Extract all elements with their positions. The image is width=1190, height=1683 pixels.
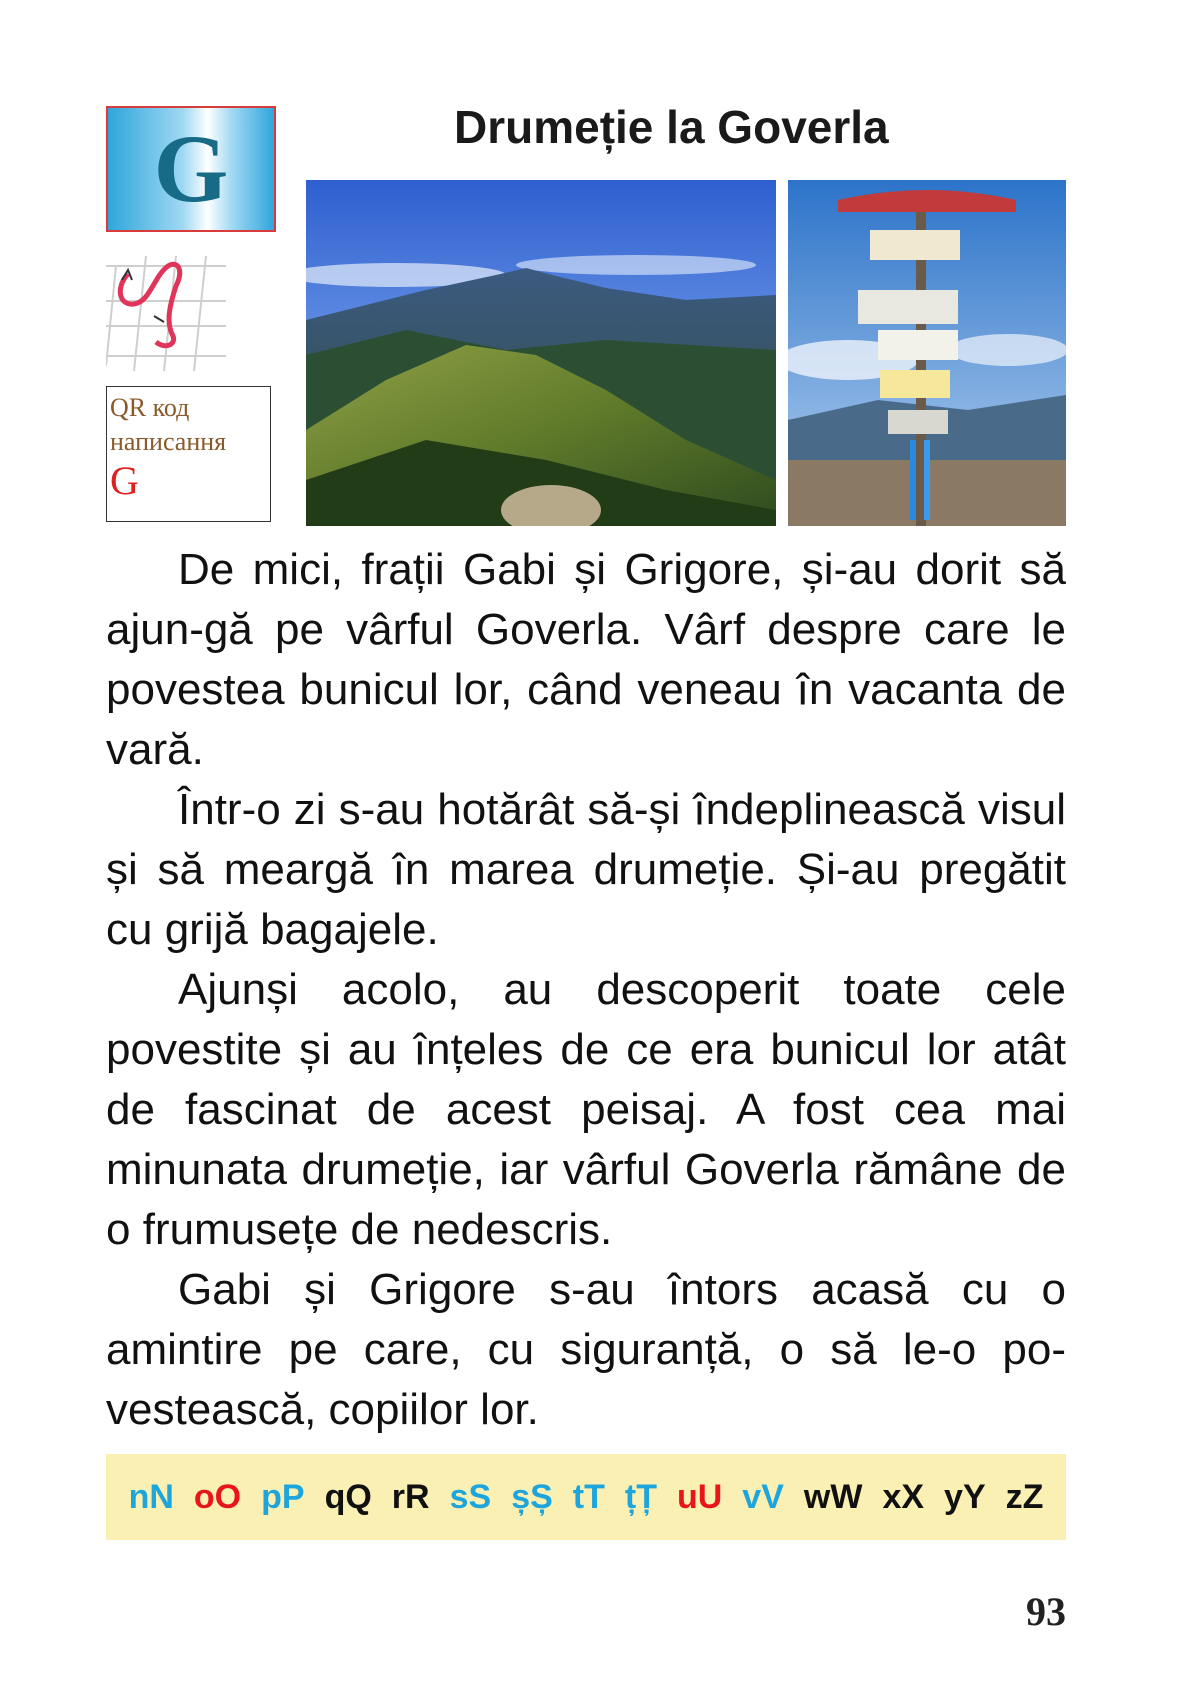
alphabet-pair: vV	[742, 1477, 784, 1516]
alphabet-strip	[106, 1454, 1066, 1540]
paragraph-3: Ajunși acolo, au descoperit toate cele povestite și au înțeles de ce era bunicul lor atât de fascinat de acest peisaj. A fost cea mai minunata drumeție, iar vârful Goverla rămâne de o frumusețe de nedescris.	[106, 965, 1066, 1254]
cursive-letter-guide	[106, 246, 226, 376]
alphabet-pair: nN	[128, 1477, 174, 1516]
qr-label-line2: написання	[110, 427, 227, 456]
page-number: 93	[1026, 1589, 1066, 1634]
alphabet-pair: zZ	[1005, 1477, 1044, 1516]
paragraph-1: De mici, frații Gabi și Grigore, și-au dorit să ajun-gă pe vârful Goverla. Vârf despre care le povestea bunicul lor, când veneau în vacanta de vară.	[106, 545, 1066, 774]
summit-signpost-photo	[788, 180, 1066, 526]
letter-card	[106, 106, 276, 232]
page-title: Drumeție la Goverla	[454, 101, 889, 153]
alphabet-pair: rR	[391, 1477, 430, 1516]
qr-label-letter: G	[110, 458, 139, 503]
paragraph-2: Într-o zi s-au hotărât să-și îndeplinească visul și să meargă în marea drumeție. Și-au pregătit cu grijă bagajele.	[106, 785, 1066, 954]
letter-card-letter: G	[153, 115, 229, 222]
alphabet-pair: pP	[261, 1477, 305, 1516]
alphabet-pair: xX	[882, 1477, 925, 1516]
alphabet-pair: oO	[193, 1477, 242, 1516]
qr-label-line1: QR код	[110, 393, 190, 422]
alphabet-pair: sS	[449, 1477, 492, 1516]
alphabet-pair: qQ	[324, 1477, 372, 1516]
alphabet-pair: țȚ	[624, 1477, 657, 1516]
mountain-landscape-photo	[306, 180, 776, 526]
alphabet-pair: wW	[803, 1477, 863, 1516]
story-text	[106, 540, 1066, 1440]
qr-code-box[interactable]	[106, 386, 271, 522]
alphabet-pair: uU	[676, 1477, 723, 1516]
paragraph-4: Gabi și Grigore s-au întors acasă cu o amintire pe care, cu siguranță, o să le-o po-vestească, copiilor lor.	[106, 1265, 1066, 1434]
alphabet-pair: tT	[572, 1477, 605, 1516]
alphabet-pair: yY	[944, 1477, 986, 1516]
alphabet-pair: șȘ	[511, 1477, 553, 1516]
